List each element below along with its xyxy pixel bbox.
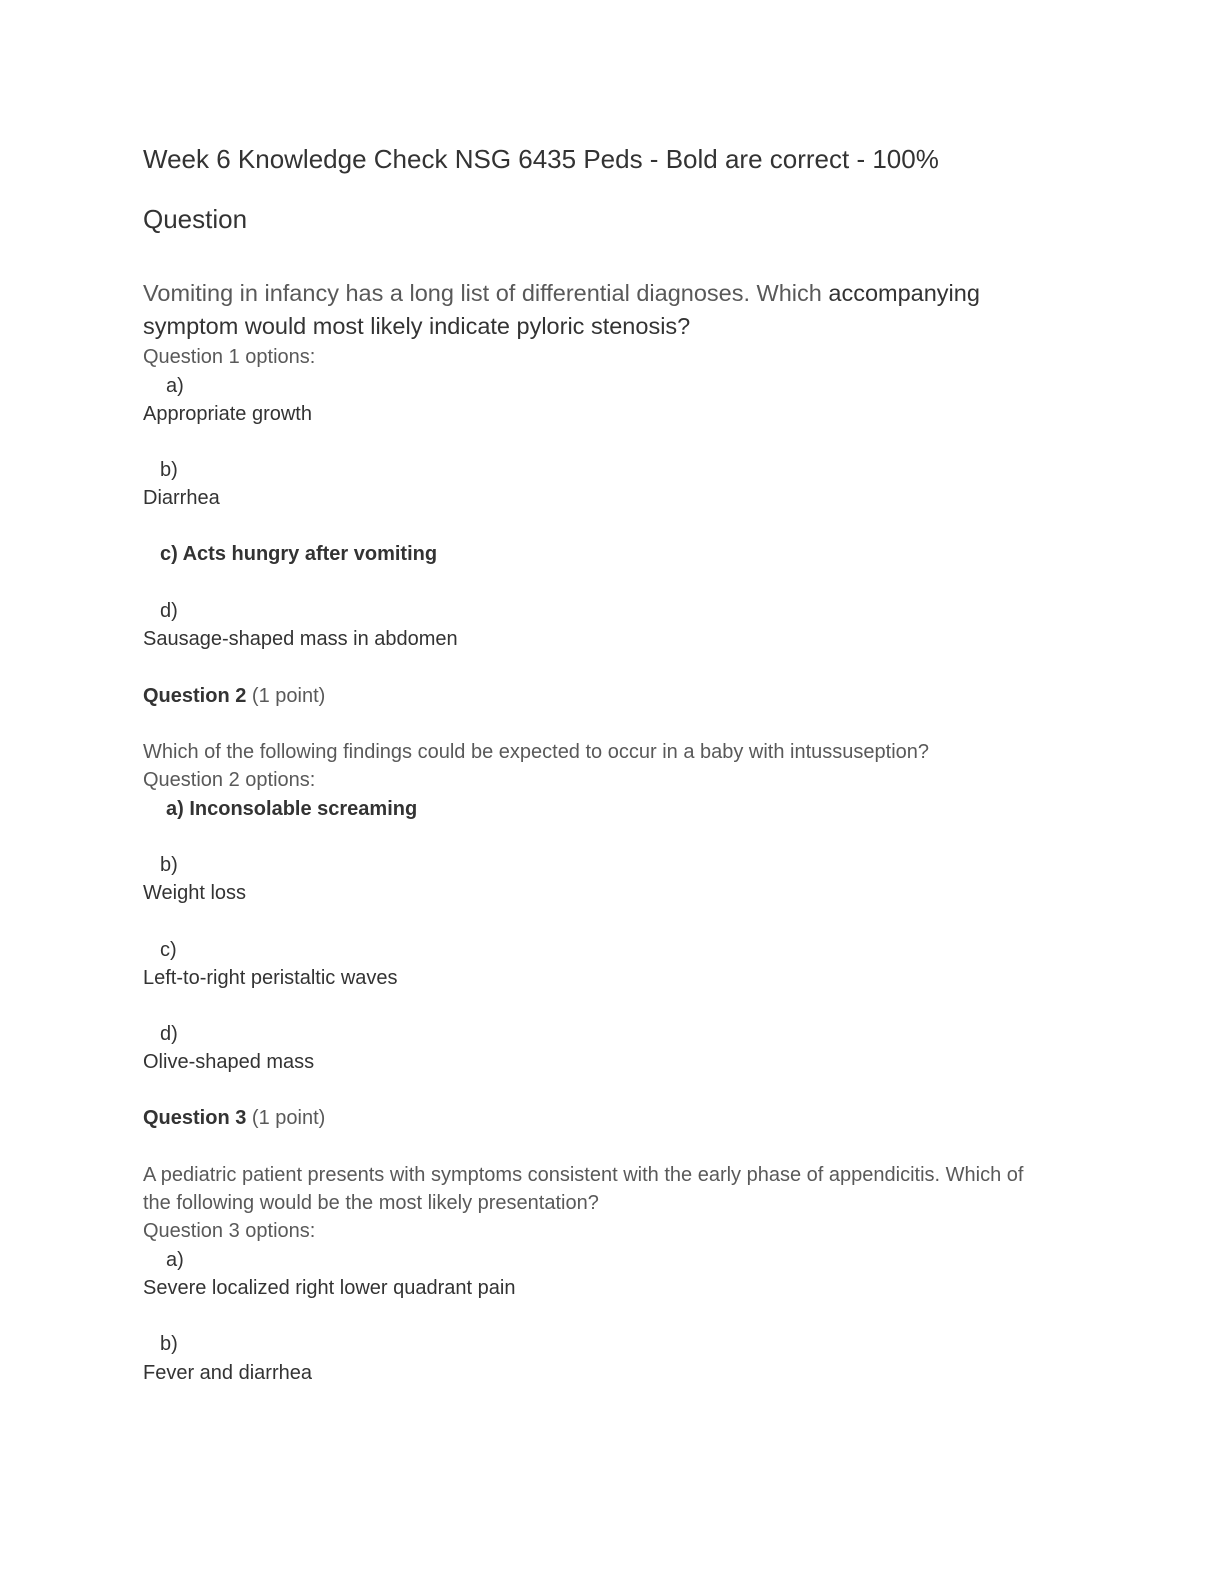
q2-options-label: Question 2 options: <box>143 769 316 791</box>
q1-text-line2: symptom would most likely indicate pyloric stenosis? <box>143 313 691 339</box>
q1-option-c-correct[interactable]: c) Acts hungry after vomiting <box>160 543 438 565</box>
q3-options-label: Question 3 options: <box>143 1220 316 1242</box>
q2-points: (1 point) <box>251 685 326 707</box>
q2-header <box>143 686 325 706</box>
q1-text-part2: accompanying <box>828 280 980 306</box>
q2-label: Question 2 <box>143 685 247 707</box>
q1-text-part1: Vomiting in infancy has a long list of differential diagnoses. Which <box>143 280 822 306</box>
q3-points: (1 point) <box>251 1107 326 1129</box>
q3-option-b-text[interactable]: Fever and diarrhea <box>143 1362 312 1384</box>
q2-option-d-text[interactable]: Olive-shaped mass <box>143 1051 315 1073</box>
q3-option-a-letter: a) <box>166 1249 184 1271</box>
q1-option-b-letter: b) <box>160 459 178 481</box>
q1-options-label: Question 1 options: <box>143 346 316 368</box>
section-heading: Question <box>143 204 248 234</box>
q3-text-line1: A pediatric patient presents with symptoms consistent with the early phase of appendicitis. Which of <box>143 1164 1024 1186</box>
q1-text-line1 <box>143 282 980 306</box>
q3-label: Question 3 <box>143 1107 247 1129</box>
q2-text: Which of the following findings could be expected to occur in a baby with intussuseption? <box>143 741 930 763</box>
q1-option-b-text[interactable]: Diarrhea <box>143 487 220 509</box>
document-title: Week 6 Knowledge Check NSG 6435 Peds - Bold are correct - 100% <box>143 144 939 174</box>
q1-option-d-text[interactable]: Sausage-shaped mass in abdomen <box>143 628 458 650</box>
q3-option-a-text[interactable]: Severe localized right lower quadrant pain <box>143 1277 516 1299</box>
q2-option-b-letter: b) <box>160 854 178 876</box>
q3-text-line2: the following would be the most likely presentation? <box>143 1192 599 1214</box>
q1-option-a-letter: a) <box>166 375 184 397</box>
q2-option-a-correct[interactable]: a) Inconsolable screaming <box>166 798 418 820</box>
q3-option-b-letter: b) <box>160 1333 178 1355</box>
q2-option-c-letter: c) <box>160 939 177 961</box>
q3-header <box>143 1108 325 1128</box>
q2-option-d-letter: d) <box>160 1023 178 1045</box>
q1-option-a-text[interactable]: Appropriate growth <box>143 403 312 425</box>
q2-option-b-text[interactable]: Weight loss <box>143 882 247 904</box>
q1-option-d-letter: d) <box>160 600 178 622</box>
q2-option-c-text[interactable]: Left-to-right peristaltic waves <box>143 967 398 989</box>
